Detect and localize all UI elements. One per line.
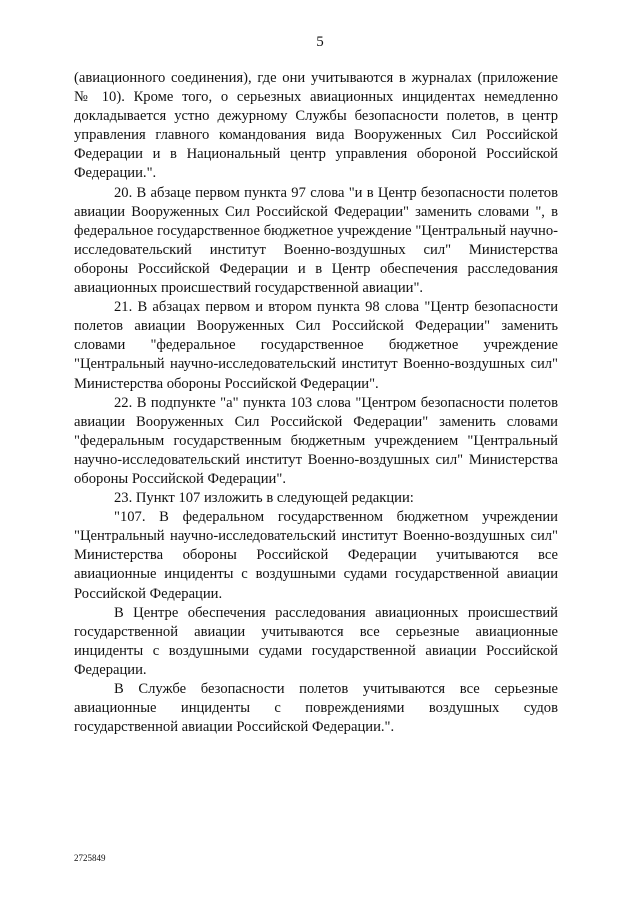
paragraph-item-107-first: "107. В федеральном государственном бюджетном учреждении "Центральный научно-исследовательский институт Военно-воздушных сил" Министерства обороны Российской Федерации учитываются все авиационные инциденты с воздушными судами государственной авиации Российской Федерации. <box>74 509 558 602</box>
paragraph-item-107-third: В Службе безопасности полетов учитываются все серьезные авиационные инциденты с повреждениями воздушных судов государственной авиации Российской Федерации.". <box>74 681 558 736</box>
document-body <box>74 69 558 737</box>
paragraph-item-22: 22. В подпункте "а" пункта 103 слова "Центром безопасности полетов авиации Вооруженных Сил Российской Федерации" заменить словами "федеральным государственным бюджетным учреждением "Центральный научно-исследовательский институт Военно-воздушных сил" Министерства обороны Российской Федерации". <box>74 394 558 487</box>
document-code: 2725849 <box>74 853 106 863</box>
page-number: 5 <box>316 34 324 50</box>
paragraph-item-107-second: В Центре обеспечения расследования авиационных происшествий государственной авиации учитываются все серьезные авиационные инциденты с воздушными судами государственной авиации Российской Федерации. <box>74 604 558 678</box>
paragraph-item-23: 23. Пункт 107 изложить в следующей редакции: <box>114 490 414 507</box>
paragraph-item-20: 20. В абзаце первом пункта 97 слова "и в Центр безопасности полетов авиации Вооруженных Сил Российской Федерации" заменить словами ", в федеральное государственное бюджетное учреждение "Центральный научно-исследовательский институт Военно-воздушных сил" Министерства обороны Российской Федерации и в Центр обеспечения расследования авиационных происшествий государственной авиации". <box>74 184 558 297</box>
paragraph-continuation: (авиационного соединения), где они учитываются в журналах (приложение № 10). Кроме того, о серьезных авиационных инцидентах немедленно докладывается устно дежурному Службы безопасности полетов, в центр управления главного командования вида Вооруженных Сил Российской Федерации и в Национальный центр управления обороной Российской Федерации.". <box>74 70 558 182</box>
paragraph-item-21: 21. В абзацах первом и втором пункта 98 слова "Центр безопасности полетов авиации Вооруженных Сил Российской Федерации" заменить словами "федеральное государственное бюджетное учреждение "Центральный научно-исследовательский институт Военно-воздушных сил" Министерства обороны Российской Федерации". <box>74 299 558 392</box>
